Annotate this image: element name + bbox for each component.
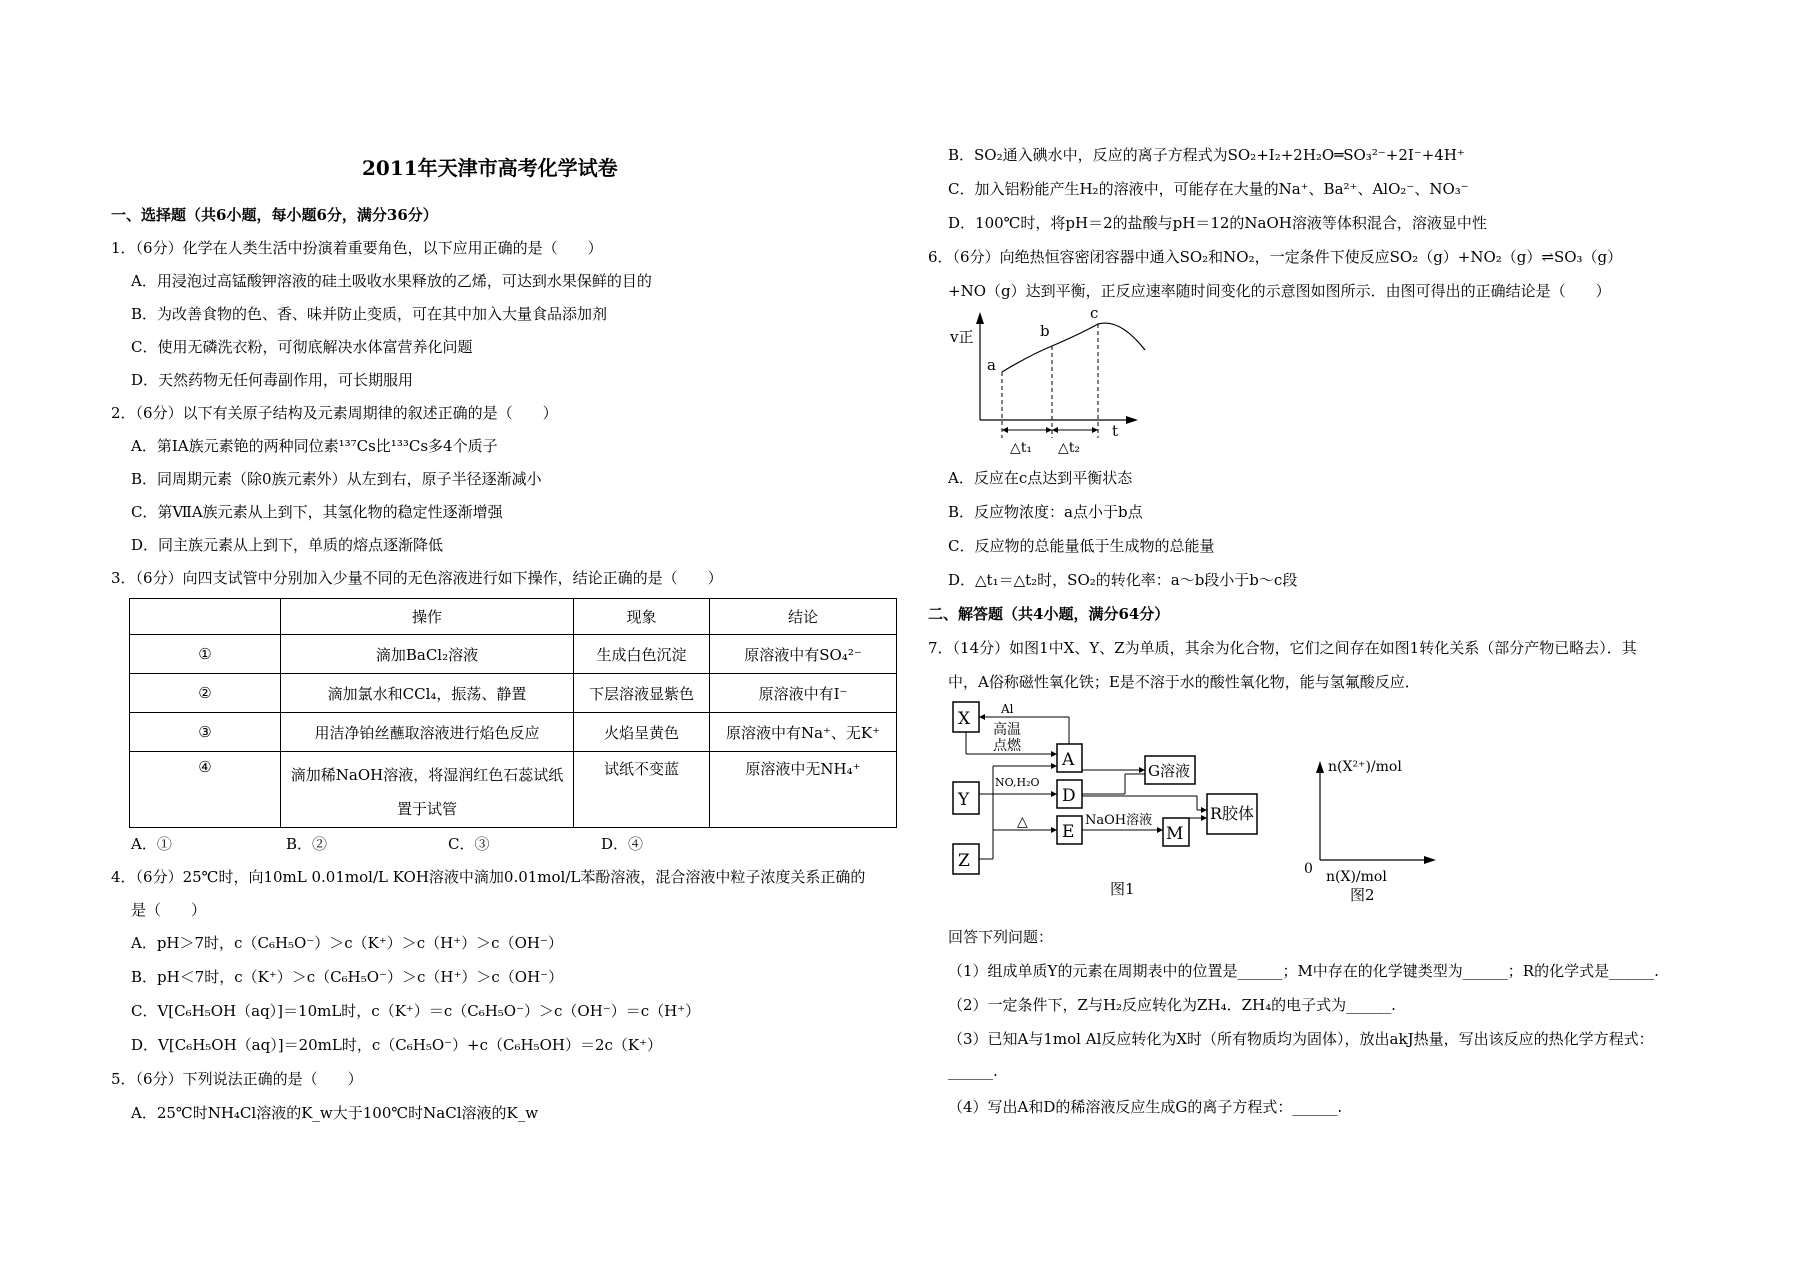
q4-option-a: A．pH＞7时，c（C₆H₅O⁻）＞c（K⁺）＞c（H⁺）＞c（OH⁻） — [131, 934, 563, 952]
box-y-label: Y — [958, 790, 970, 810]
label-no-h2o: NO,H₂O — [995, 776, 1040, 789]
dt1-label: △t₁ — [1010, 440, 1033, 456]
q6-option-c: C．反应物的总能量低于生成物的总能量 — [948, 537, 1215, 555]
q4-stem-line2: 是（ ） — [131, 901, 207, 919]
box-r-label: R胶体 — [1210, 804, 1255, 823]
point-a-label: a — [987, 356, 996, 374]
q5-option-b: B．SO₂通入碘水中，反应的离子方程式为SO₂+I₂+2H₂O═SO₃²⁻+2I⁻+4H⁺ — [948, 146, 1465, 164]
q6-stem-line2: +NO（g）达到平衡，正反应速率随时间变化的示意图如图所示．由图可得出的正确结论是（ ） — [948, 282, 1611, 300]
q3-header-operation: 操作 — [281, 599, 574, 635]
fig2-origin: 0 — [1304, 861, 1313, 877]
q6-option-a: A．反应在c点达到平衡状态 — [948, 469, 1133, 487]
q7-answer-intro: 回答下列问题： — [948, 928, 1054, 946]
box-e-label: E — [1062, 822, 1075, 842]
q7-stem-line1: 7．（14分）如图1中X、Y、Z为单质，其余为化合物，它们之间存在如图1转化关系（部分产物已略去）．其 — [928, 639, 1637, 657]
box-d-label: D — [1062, 786, 1076, 806]
section-heading-choice: 一、选择题（共6小题，每小题6分，满分36分） — [111, 206, 438, 224]
table-row — [130, 752, 897, 828]
q3-cell: 滴加BaCl₂溶液 — [281, 635, 574, 674]
q6-option-d: D．△t₁＝△t₂时，SO₂的转化率：a～b段小于b～c段 — [948, 571, 1298, 589]
rate-curve — [1002, 323, 1145, 372]
q3-cell: 下层溶液显紫色 — [574, 674, 710, 713]
label-heat: △ — [1017, 814, 1028, 830]
q3-cell: 用洁净铂丝蘸取溶液进行焰色反应 — [281, 713, 574, 752]
dt2-label: △t₂ — [1058, 440, 1081, 456]
q7-figure-1 — [945, 694, 1280, 904]
q3-cell: ① — [130, 635, 281, 674]
q3-cell: 火焰呈黄色 — [574, 713, 710, 752]
q3-cell: 试纸不变蓝 — [574, 752, 710, 828]
q5-stem: 5．（6分）下列说法正确的是（ ） — [111, 1070, 363, 1088]
q3-header-conclusion: 结论 — [710, 599, 897, 635]
q1-stem: 1．（6分）化学在人类生活中扮演着重要角色，以下应用正确的是（ ） — [111, 239, 603, 257]
q4-option-c: C．V[C₆H₅OH（aq）]＝10mL时，c（K⁺）＝c（C₆H₅O⁻）＞c（OH⁻）＝c（H⁺） — [131, 1002, 701, 1020]
q3-cell: 滴加稀NaOH溶液，将湿润红色石蕊试纸置于试管 — [281, 752, 574, 828]
q7-part2: （2）一定条件下，Z与H₂反应转化为ZH₄．ZH₄的电子式为______. — [948, 996, 1396, 1014]
q6-option-b: B．反应物浓度：a点小于b点 — [948, 503, 1143, 521]
box-z-label: Z — [958, 851, 970, 871]
q7-part3-blank: ______. — [948, 1062, 998, 1080]
q3-header-blank — [130, 599, 281, 635]
table-row — [130, 674, 897, 713]
q4-option-b: B．pH＜7时，c（K⁺）＞c（C₆H₅O⁻）＞c（H⁺）＞c（OH⁻） — [131, 968, 564, 986]
box-x-label: X — [958, 709, 971, 729]
q3-cell: ④ — [130, 752, 281, 828]
q3-header-phenomenon: 现象 — [574, 599, 710, 635]
q3-option-d: D．④ — [601, 835, 644, 853]
q3-table — [129, 598, 897, 828]
box-m-label: M — [1166, 824, 1184, 844]
section-heading-answer: 二、解答题（共4小题，满分64分） — [928, 605, 1170, 623]
page-title: 2011年天津市高考化学试卷 — [362, 156, 618, 180]
fig2-x-label: n(X)/mol — [1326, 869, 1387, 885]
q6-rate-time-figure — [940, 300, 1150, 460]
label-high-temp: 高温 — [993, 722, 1021, 738]
point-c-label: c — [1090, 304, 1099, 322]
label-naoh: NaOH溶液 — [1085, 813, 1153, 828]
q7-part4: （4）写出A和D的稀溶液反应生成G的离子方程式：______. — [948, 1098, 1343, 1116]
q3-cell: 生成白色沉淀 — [574, 635, 710, 674]
q3-cell: 原溶液中有I⁻ — [710, 674, 897, 713]
label-al: Al — [1001, 702, 1014, 716]
q7-part3: （3）已知A与1mol Al反应转化为X时（所有物质均为固体），放出akJ热量，写出该反应的热化学方程式： — [948, 1030, 1654, 1048]
q1-option-a: A．用浸泡过高锰酸钾溶液的硅土吸收水果释放的乙烯，可达到水果保鲜的目的 — [131, 272, 652, 290]
q4-stem-line1: 4．（6分）25℃时，向10mL 0.01mol/L KOH溶液中滴加0.01mol/L苯酚溶液，混合溶液中粒子浓度关系正确的 — [111, 868, 866, 886]
q6-stem-line1: 6．（6分）向绝热恒容密闭容器中通入SO₂和NO₂，一定条件下使反应SO₂（g）+NO₂（g）⇌SO₃（g） — [928, 248, 1623, 266]
q2-stem: 2．（6分）以下有关原子结构及元素周期律的叙述正确的是（ ） — [111, 404, 558, 422]
q7-figure-2 — [1290, 755, 1440, 905]
q2-option-b: B．同周期元素（除0族元素外）从左到右，原子半径逐渐减小 — [131, 470, 542, 488]
q3-cell: ② — [130, 674, 281, 713]
label-ignite: 点燃 — [993, 738, 1021, 754]
q3-stem: 3．（6分）向四支试管中分别加入少量不同的无色溶液进行如下操作，结论正确的是（ ） — [111, 569, 723, 587]
q5-option-a: A．25℃时NH₄Cl溶液的K_w大于100℃时NaCl溶液的K_w — [131, 1104, 539, 1122]
q3-cell: 原溶液中无NH₄⁺ — [710, 752, 897, 828]
x-axis-arrow — [1126, 416, 1138, 424]
fig1-caption: 图1 — [1110, 880, 1135, 898]
table-row — [130, 635, 897, 674]
q7-stem-line2: 中，A俗称磁性氧化铁；E是不溶于水的酸性氧化物，能与氢氟酸反应． — [948, 673, 1420, 691]
q2-option-a: A．第IA族元素铯的两种同位素¹³⁷Cs比¹³³Cs多4个质子 — [131, 437, 498, 455]
y-axis-label: v正 — [950, 328, 974, 346]
q2-option-d: D．同主族元素从上到下，单质的熔点逐渐降低 — [131, 536, 444, 554]
table-row — [130, 713, 897, 752]
q5-option-d: D．100℃时，将pH＝2的盐酸与pH＝12的NaOH溶液等体积混合，溶液显中性 — [948, 214, 1487, 232]
q5-option-c: C．加入铝粉能产生H₂的溶液中，可能存在大量的Na⁺、Ba²⁺、AlO₂⁻、NO₃⁻ — [948, 180, 1469, 198]
fig2-y-label: n(X²⁺)/mol — [1328, 759, 1402, 775]
q1-option-d: D．天然药物无任何毒副作用，可长期服用 — [131, 371, 414, 389]
point-b-label: b — [1040, 322, 1050, 340]
q3-cell: 原溶液中有Na⁺、无K⁺ — [710, 713, 897, 752]
q1-option-c: C．使用无磷洗衣粉，可彻底解决水体富营养化问题 — [131, 338, 473, 356]
x-axis-label: t — [1112, 422, 1119, 440]
box-g-label: G溶液 — [1148, 762, 1190, 780]
q7-part1: （1）组成单质Y的元素在周期表中的位置是______；M中存在的化学键类型为______；R的化学式是______. — [948, 962, 1659, 980]
q3-cell: 原溶液中有SO₄²⁻ — [710, 635, 897, 674]
q1-option-b: B．为改善食物的色、香、味并防止变质，可在其中加入大量食品添加剂 — [131, 305, 608, 323]
q3-option-a: A．① — [131, 835, 172, 853]
q4-option-d: D．V[C₆H₅OH（aq）]＝20mL时，c（C₆H₅O⁻）+c（C₆H₅OH）＝2c（K⁺） — [131, 1036, 663, 1054]
q3-cell: ③ — [130, 713, 281, 752]
y-axis-arrow — [976, 312, 984, 324]
fig2-caption: 图2 — [1350, 886, 1375, 904]
q2-option-c: C．第ⅦA族元素从上到下，其氢化物的稳定性逐渐增强 — [131, 503, 503, 521]
q3-cell: 滴加氯水和CCl₄，振荡、静置 — [281, 674, 574, 713]
q3-option-c: C．③ — [448, 835, 490, 853]
q3-option-b: B．② — [286, 835, 328, 853]
box-a-label: A — [1062, 750, 1075, 770]
